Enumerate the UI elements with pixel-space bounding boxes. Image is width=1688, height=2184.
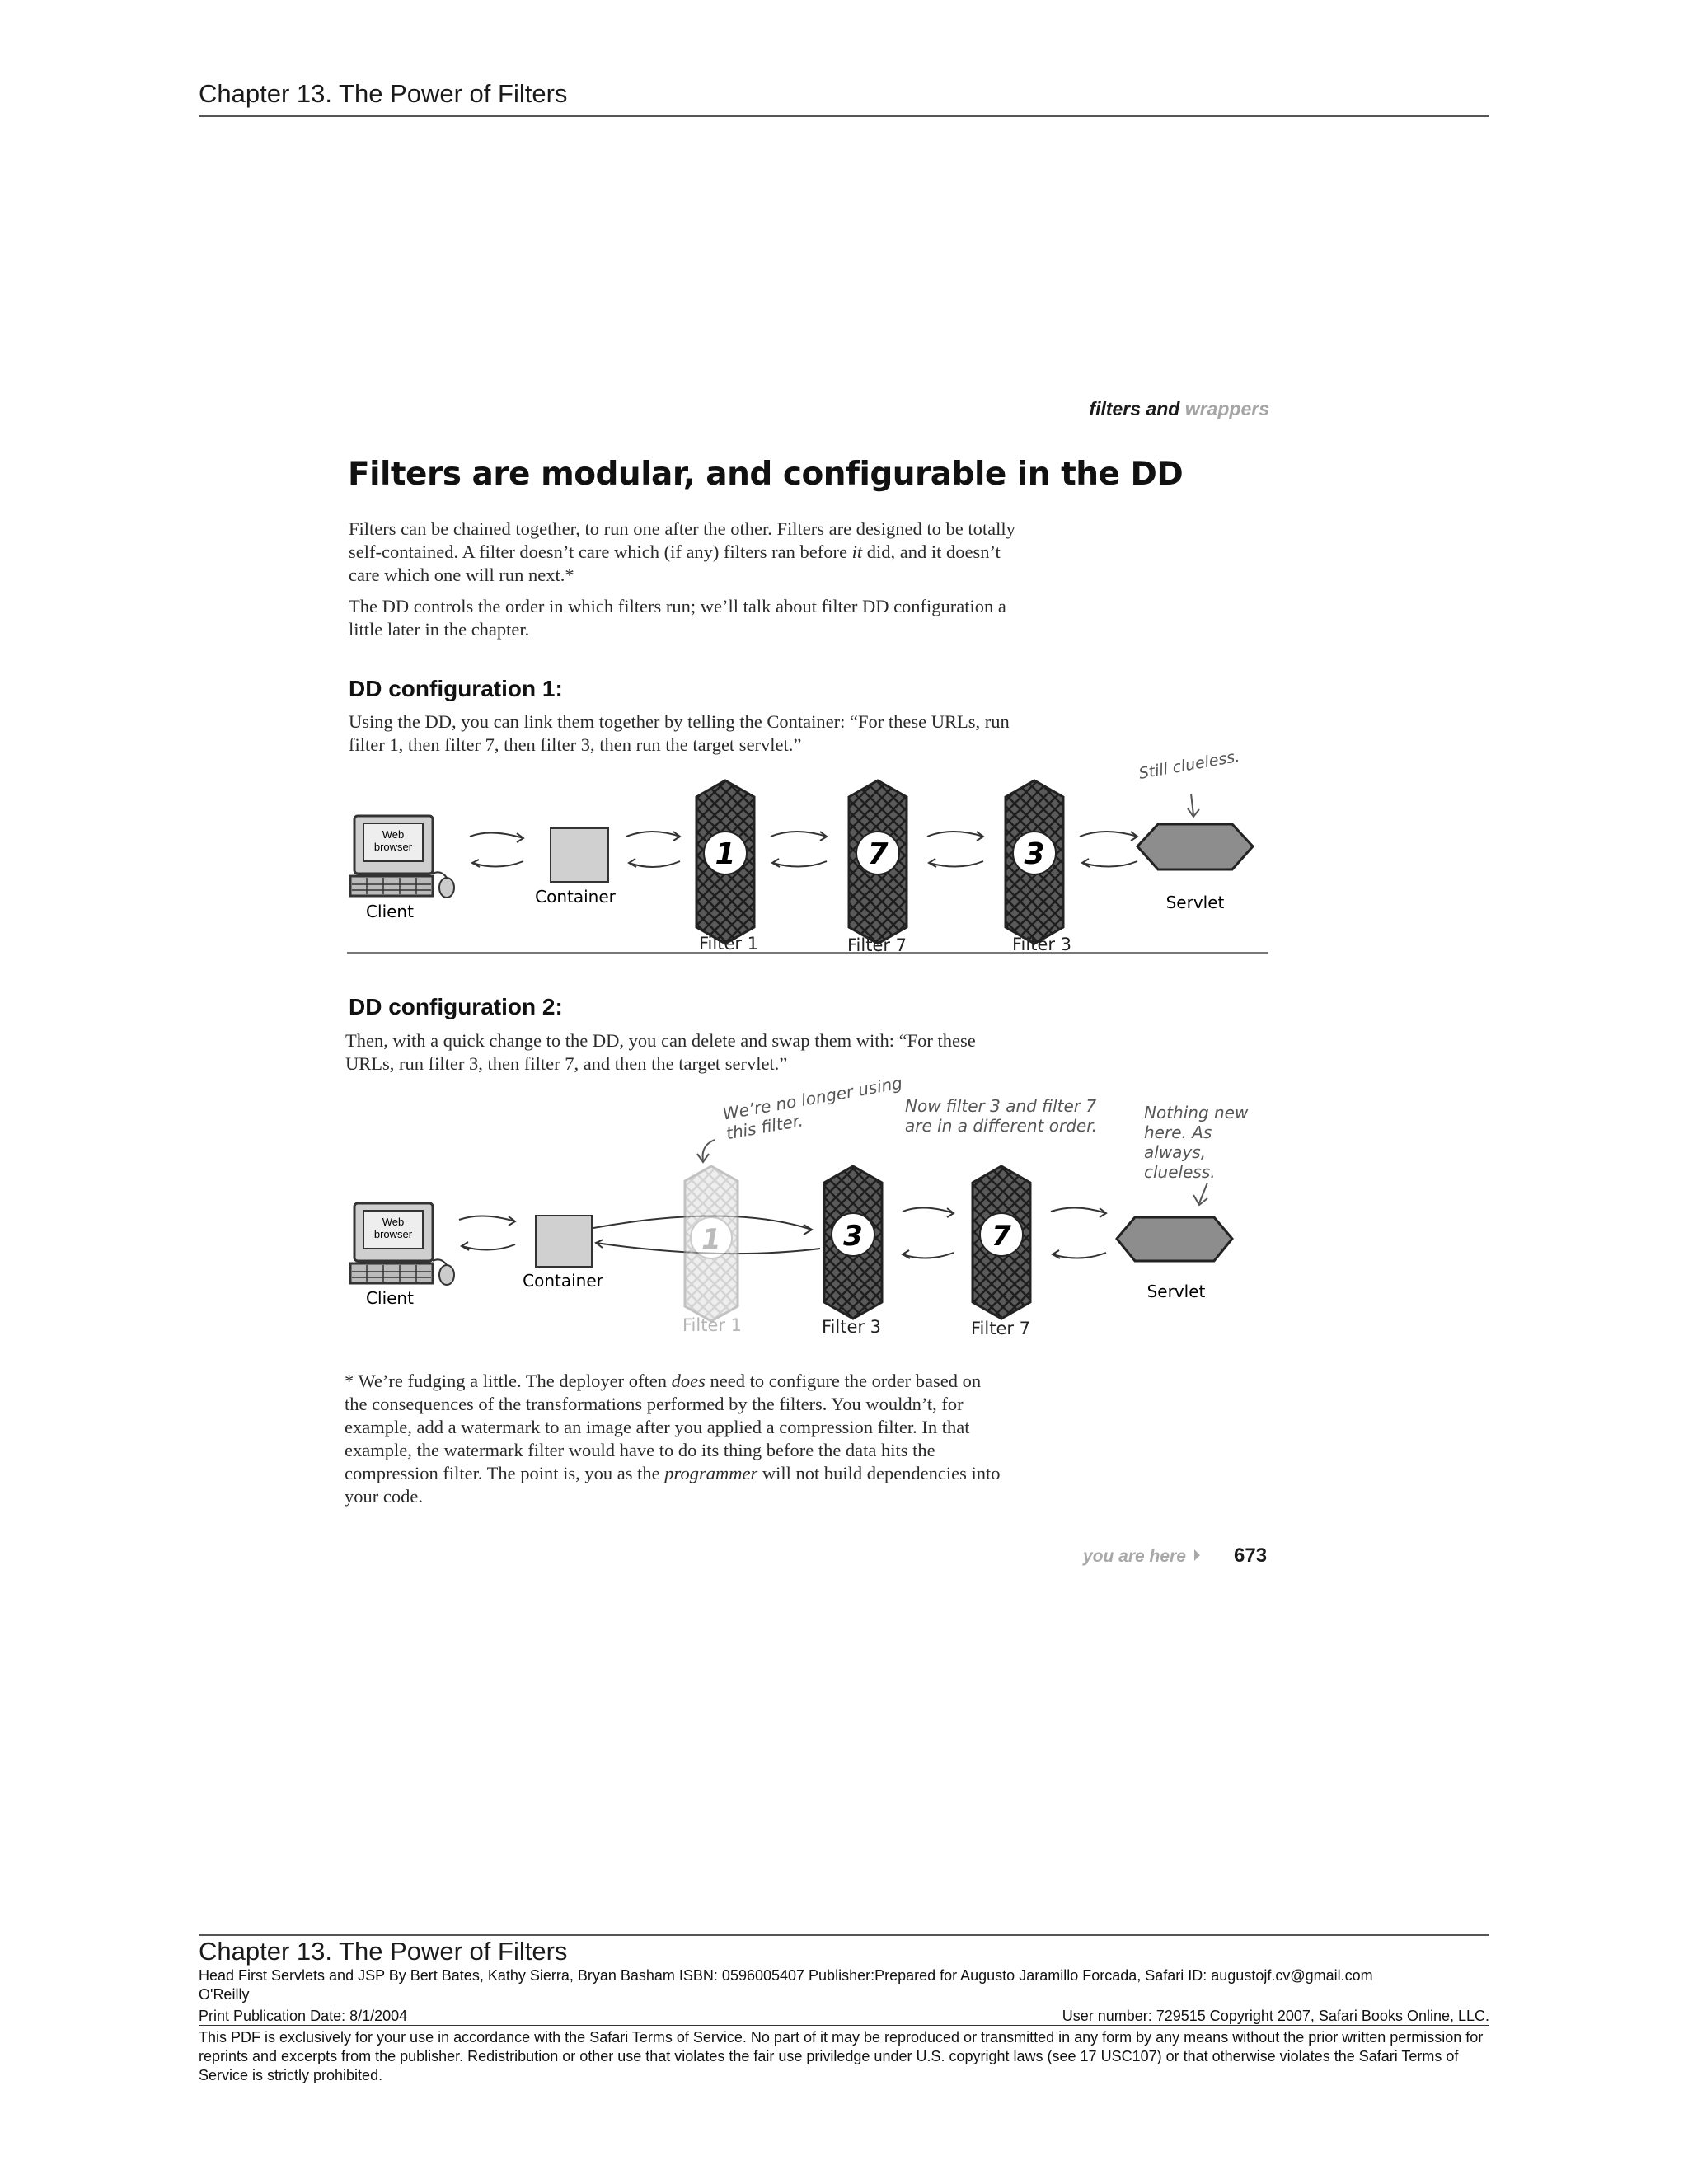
config1-heading: DD configuration 1: <box>349 676 563 701</box>
note-arrow-icon <box>1188 794 1199 817</box>
footer-print-row <box>199 2007 1489 2026</box>
container-box <box>536 1216 592 1267</box>
footnote-italic-does: does <box>671 1371 706 1391</box>
footer-book-info: Head First Servlets and JSP By Bert Bates, Kathy Sierra, Bryan Basham ISBN: 0596005407 Publisher:Prepared for Augusto Jaramillo Forcada, Safari ID: augustojf.cv@gmail.com <box>199 1967 1373 1984</box>
servlet-shape <box>1117 1217 1232 1261</box>
filter-number: 7 <box>867 837 889 871</box>
header-rule <box>199 115 1489 117</box>
note-order-changed: Now filter 3 and filter 7 are in a different order. <box>905 1096 1097 1136</box>
note-arrow-icon <box>697 1140 715 1162</box>
config1-text: Using the DD, you can link them together by telling the Container: “For these URLs, run filter 1, then filter 7, then filter 3, then run the target servlet.” <box>349 711 1010 755</box>
footnote-text-b: need to configure the order based on the consequences of the transformations performed by the filters. You wouldn’t, for example, add a watermark to an image after you applied a compression filter. In that example, the watermark filter would have to do its thing before the data hits the compression filter. The point is, you as the <box>345 1371 982 1483</box>
filter-3-label: Filter 3 <box>822 1317 882 1337</box>
browser-label-1: Web browser <box>373 828 413 853</box>
container-label: Container <box>523 1271 603 1291</box>
container-box <box>551 828 608 882</box>
filter-7-label: Filter 7 <box>971 1319 1031 1338</box>
filter-3-label: Filter 3 <box>1012 935 1072 954</box>
intro-text-1a: Filters can be chained together, to run one after the other. Filters are designed to be totally self-contained. A filter doesn’t care which (if any) filters ran before <box>349 518 1015 562</box>
footnote-italic-programmer: programmer <box>664 1463 758 1483</box>
page-number: 673 <box>1234 1544 1268 1567</box>
footer-publisher: O'Reilly <box>199 1986 250 2003</box>
footer-print-date: Print Publication Date: 8/1/2004 <box>199 2008 408 2024</box>
note-still-clueless: Still clueless. <box>1137 747 1241 783</box>
filter-1-label: Filter 1 <box>699 934 759 954</box>
footer-legal: This PDF is exclusively for your use in accordance with the Safari Terms of Service. No part of it may be reproduced or transmitted in any form by any means without the prior written permission for reprints and excerpts from the publisher. Redistribution or other use that violates the fair use priviledge under U.S. copyright laws (see 17 USC107) or that otherwise violates the Safari Terms of Service is strictly prohibited. <box>199 2029 1484 2083</box>
note-servlet-clueless: Nothing new here. As always, clueless. <box>1144 1103 1249 1182</box>
filter-number: 3 <box>1024 837 1045 871</box>
you-are-here-label: you are here <box>1083 1547 1186 1566</box>
servlet-label: Servlet <box>1146 1282 1206 1301</box>
footer-rule-top <box>199 1934 1489 1936</box>
running-head-bold: filters and <box>1089 398 1180 419</box>
filter-number: 1 <box>701 1223 721 1256</box>
intro-text-1b: did, and it doesn’t care which one will run next.* <box>349 541 1001 585</box>
intro-paragraph-1 <box>349 518 1025 587</box>
filter-number: 7 <box>992 1220 1011 1253</box>
filter-1-faded-label: Filter 1 <box>682 1315 743 1335</box>
note-unused-filter: We’re no longer using this filter. <box>721 1072 904 1144</box>
page-headline: Filters are modular, and configurable in the DD <box>348 456 1184 493</box>
diagram-divider <box>347 952 1268 954</box>
filter-number: 3 <box>843 1220 863 1253</box>
container-label: Container <box>535 887 616 907</box>
footnote <box>345 1370 1004 1508</box>
footer-user-info: User number: 729515 Copyright 2007, Safari Books Online, LLC. <box>1062 2008 1489 2024</box>
servlet-shape <box>1137 824 1253 869</box>
chapter-header-title: Chapter 13. The Power of Filters <box>199 79 568 108</box>
footer-rule-bottom <box>199 2025 1489 2026</box>
running-head-light: wrappers <box>1184 398 1269 419</box>
config2-heading: DD configuration 2: <box>349 994 563 1019</box>
filter-number: 1 <box>715 837 736 871</box>
triangle-right-icon <box>1194 1549 1200 1561</box>
client-label: Client <box>366 1288 414 1308</box>
footnote-text-c: will not build dependencies into your code. <box>345 1463 1001 1507</box>
browser-label-2: Web browser <box>373 1216 413 1240</box>
footer-chapter-title: Chapter 13. The Power of Filters <box>199 1937 568 1966</box>
intro-text-italic: it <box>851 541 863 562</box>
footnote-text-a: * We’re fudging a little. The deployer often <box>345 1371 672 1391</box>
client-label: Client <box>366 902 414 921</box>
config2-text: Then, with a quick change to the DD, you can delete and swap them with: “For these URLs, run filter 3, then filter 7, and then the target servlet.” <box>345 1030 976 1074</box>
note-arrow-icon <box>1193 1183 1207 1205</box>
filter-7-label: Filter 7 <box>847 935 907 955</box>
config1-diagram <box>334 746 1282 960</box>
running-head <box>1080 398 1269 420</box>
servlet-label: Servlet <box>1165 893 1225 912</box>
intro-paragraph-2: The DD controls the order in which filters run; we’ll talk about filter DD configuration a little later in the chapter. <box>349 596 1006 640</box>
